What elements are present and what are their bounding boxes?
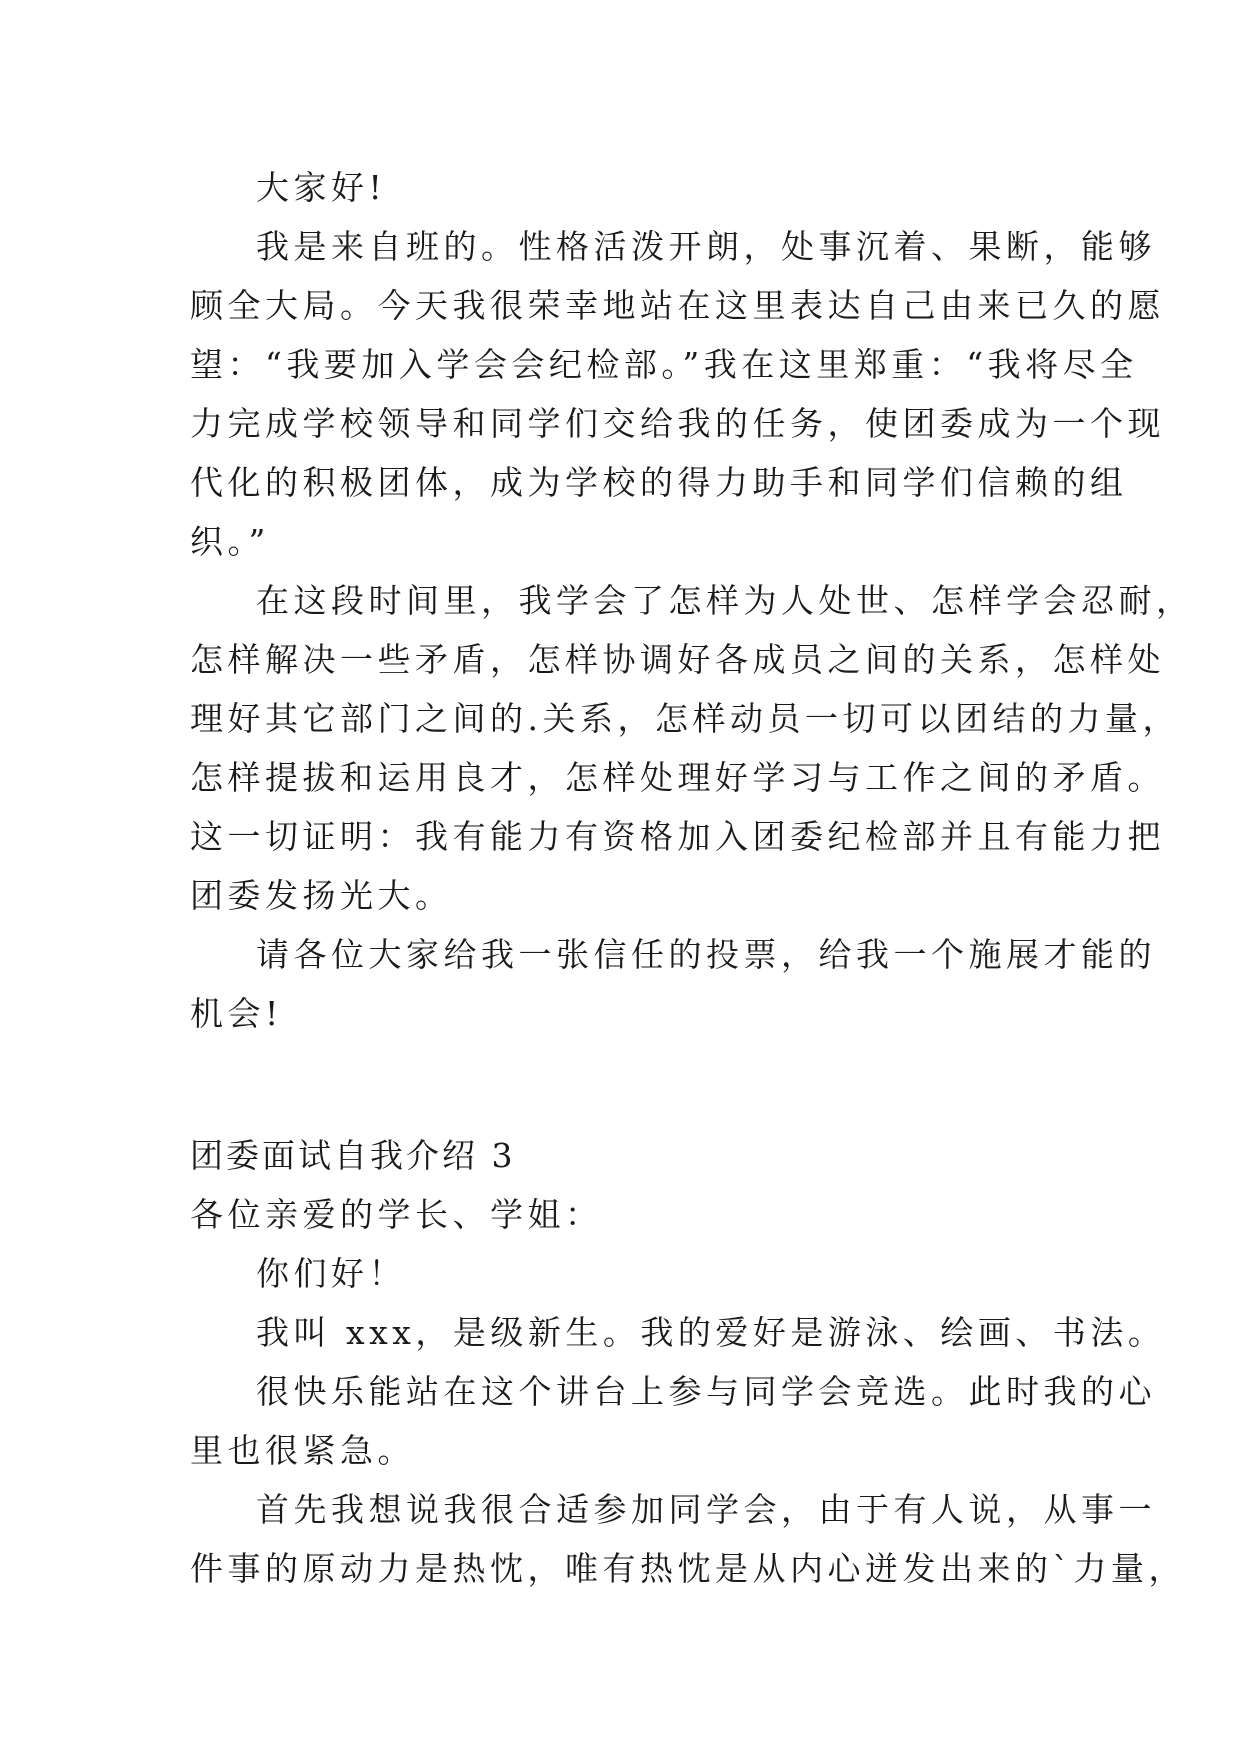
text-line: 怎样提拔和运用良才，怎样处理好学习与工作之间的矛盾。 <box>190 758 1165 797</box>
text-line: 机会! <box>190 994 283 1033</box>
paragraph-experience <box>190 571 1194 925</box>
text-line: 这一切证明：我有能力有资格加入团委纪检部并且有能力把 <box>190 817 1165 856</box>
section-title: 团委面试自我介绍 3 <box>190 1136 516 1175</box>
text-line: 望：“我要加入学会会纪检部。”我在这里郑重：“我将尽全 <box>190 345 1138 384</box>
paragraph-competition <box>190 1362 1156 1480</box>
text-line: 请各位大家给我一张信任的投票，给我一个施展才能的 <box>256 935 1156 974</box>
greeting-line: 大家好! <box>256 168 387 207</box>
text-line: 团委发扬光大。 <box>190 876 453 915</box>
section-gap <box>190 1043 1070 1126</box>
paragraph-self-intro <box>190 217 1165 571</box>
greeting-line: 你们好！ <box>256 1254 406 1293</box>
text-line: 代化的积极团体，成为学校的得力助手和同学们信赖的组 <box>190 463 1128 502</box>
paragraph-motivation <box>190 1480 1186 1598</box>
text-line: 我是来自班的。性格活泼开朗，处事沉着、果断，能够 <box>256 227 1156 266</box>
text-line: 件事的原动力是热忱，唯有热忱是从内心迸发出来的`力量， <box>190 1549 1186 1588</box>
text-line: 织。” <box>190 522 270 561</box>
document-body <box>190 158 1194 1598</box>
salutation-line: 各位亲爱的学长、学姐： <box>190 1195 603 1234</box>
text-line: 顾全大局。今天我很荣幸地站在这里表达自己由来已久的愿 <box>190 286 1165 325</box>
paragraph-closing <box>190 925 1156 1043</box>
text-line: 理好其它部门之间的.关系，怎样动员一切可以团结的力量， <box>190 699 1180 738</box>
text-line: 里也很紧急。 <box>190 1431 415 1470</box>
text-line: 力完成学校领导和同学们交给我的任务，使团委成为一个现 <box>190 404 1165 443</box>
text-line: 首先我想说我很合适参加同学会，由于有人说，从事一 <box>256 1490 1156 1529</box>
text-line: 在这段时间里，我学会了怎样为人处世、怎样学会忍耐， <box>256 581 1194 620</box>
intro-line: 我叫 xxx，是级新生。我的爱好是游泳、绘画、书法。 <box>256 1313 1166 1352</box>
text-line: 怎样解决一些矛盾，怎样协调好各成员之间的关系，怎样处 <box>190 640 1165 679</box>
text-line: 很快乐能站在这个讲台上参与同学会竞选。此时我的心 <box>256 1372 1156 1411</box>
